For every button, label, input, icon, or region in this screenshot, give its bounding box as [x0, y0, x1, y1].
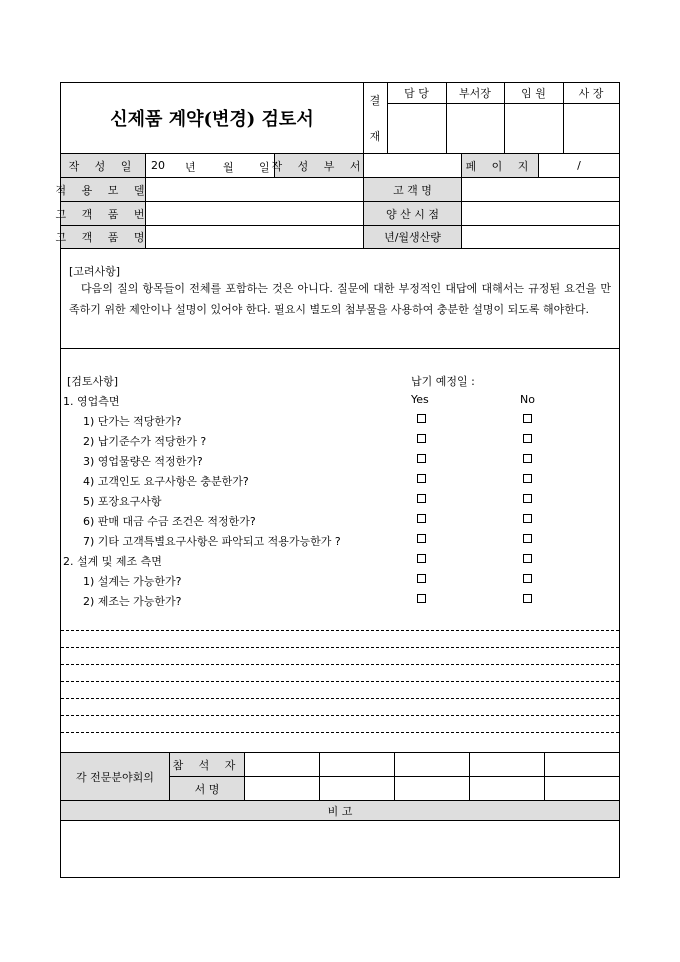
remarks-field[interactable]: [61, 821, 619, 877]
checkbox-yes[interactable]: [417, 554, 426, 563]
signature-label: 서 명: [194, 782, 220, 796]
customer-name-label: 고 객 명: [393, 183, 432, 197]
date-month-unit: 월: [223, 161, 234, 174]
part-name-label: 고 객 품 명: [55, 231, 151, 244]
checkbox-no[interactable]: [523, 434, 532, 443]
page-label: 페 이 지: [465, 159, 535, 173]
item-packaging: 5) 포장요구사항: [83, 495, 162, 508]
attendee-cell[interactable]: [545, 753, 619, 776]
checkbox-yes[interactable]: [417, 494, 426, 503]
notes-area[interactable]: [61, 629, 619, 751]
checkbox-yes[interactable]: [417, 514, 426, 523]
checkbox-yes[interactable]: [417, 414, 426, 423]
monthly-volume-label: 년/월생산량: [384, 231, 441, 244]
part-name-field[interactable]: [146, 226, 363, 248]
approval-label-top: 결: [369, 94, 381, 107]
checkbox-no[interactable]: [523, 594, 532, 603]
signature-cell[interactable]: [545, 777, 619, 800]
checkbox-yes[interactable]: [417, 594, 426, 603]
checkbox-yes[interactable]: [417, 434, 426, 443]
item-sales-volume: 3) 영업물량은 적정한가?: [83, 455, 203, 468]
item-special-requirements: 7) 기타 고객특별요구사항은 파악되고 적용가능한가 ?: [83, 535, 341, 548]
approval-signature-president[interactable]: [563, 104, 619, 153]
attendee-cell[interactable]: [245, 753, 319, 776]
approver-manager: 부서장: [459, 87, 491, 100]
document-title: 신제품 계약(변경) 검토서: [110, 109, 314, 130]
date-year-prefix: 20: [151, 159, 165, 172]
attendee-cell[interactable]: [470, 753, 544, 776]
section-title-sales: 1. 영업측면: [63, 395, 120, 408]
attendee-cell[interactable]: [395, 753, 469, 776]
approval-label-bottom: 재: [369, 130, 381, 143]
dept-label: 작 성 부 서: [271, 159, 367, 173]
signature-cell[interactable]: [470, 777, 544, 800]
checkbox-no[interactable]: [523, 454, 532, 463]
model-field[interactable]: [146, 178, 363, 201]
remarks-label: 비 고: [327, 804, 353, 818]
date-label: 작 성 일: [68, 159, 138, 173]
item-manufacture-feasible: 2) 제조는 가능한가?: [83, 595, 182, 608]
signature-cell[interactable]: [320, 777, 394, 800]
date-field[interactable]: [146, 154, 274, 177]
approver-executive: 임 원: [521, 87, 546, 100]
approver-staff: 담 당: [404, 87, 429, 100]
checkbox-yes[interactable]: [417, 574, 426, 583]
date-day-unit: 일: [259, 161, 270, 174]
considerations-body: 다음의 질의 항목들이 전체를 포함하는 것은 아니다. 질문에 대한 부정적인 대답에 대해서는 규정된 요건을 만족하기 위한 제안이나 설명이 있어야 한다. 필요시 별도의 첨부물을 사용하여 충분한 설명이 되도록 해야한다.: [69, 282, 611, 316]
checkbox-no[interactable]: [523, 574, 532, 583]
item-design-feasible: 1) 설계는 가능한가?: [83, 575, 182, 588]
item-delivery-requirements: 4) 고객인도 요구사항은 충분한가?: [83, 475, 249, 488]
checkbox-yes[interactable]: [417, 534, 426, 543]
approver-president: 사 장: [578, 87, 604, 100]
mass-production-label: 양 산 시 점: [386, 207, 439, 221]
checkbox-no[interactable]: [523, 534, 532, 543]
checkbox-no[interactable]: [523, 494, 532, 503]
approval-signature-manager[interactable]: [446, 104, 504, 153]
checkbox-no[interactable]: [523, 554, 532, 563]
no-column-header: No: [520, 393, 535, 406]
item-delivery-compliance: 2) 납기준수가 적당한가 ?: [83, 435, 207, 448]
dept-field[interactable]: [364, 154, 461, 177]
delivery-date-label: 납기 예정일 :: [411, 375, 475, 388]
review-heading: [검토사항]: [67, 375, 119, 388]
mass-production-field[interactable]: [462, 202, 619, 225]
model-label: 적 용 모 델: [55, 183, 151, 197]
signature-cell[interactable]: [245, 777, 319, 800]
part-number-field[interactable]: [146, 202, 363, 225]
approval-signature-executive[interactable]: [504, 104, 563, 153]
item-payment-terms: 6) 판매 대금 수금 조건은 적정한가?: [83, 515, 256, 528]
checkbox-yes[interactable]: [417, 454, 426, 463]
item-unit-price: 1) 단가는 적당한가?: [83, 415, 182, 428]
committee-label: 각 전문분야회의: [76, 770, 154, 784]
yes-column-header: Yes: [411, 393, 429, 406]
monthly-volume-field[interactable]: [462, 226, 619, 248]
section-title-design: 2. 설계 및 제조 측면: [63, 555, 162, 568]
attendees-label: 참 석 자: [172, 758, 242, 772]
date-year-unit: 년: [185, 161, 196, 174]
attendee-cell[interactable]: [320, 753, 394, 776]
part-number-label: 고 객 품 번: [55, 207, 151, 221]
checkbox-yes[interactable]: [417, 474, 426, 483]
checkbox-no[interactable]: [523, 514, 532, 523]
checkbox-no[interactable]: [523, 474, 532, 483]
customer-name-field[interactable]: [462, 178, 619, 201]
checkbox-no[interactable]: [523, 414, 532, 423]
approval-signature-staff[interactable]: [387, 104, 446, 153]
considerations-heading: [고려사항]: [69, 265, 121, 278]
signature-cell[interactable]: [395, 777, 469, 800]
review-form: [55, 82, 620, 878]
page-number-field[interactable]: /: [577, 159, 581, 172]
